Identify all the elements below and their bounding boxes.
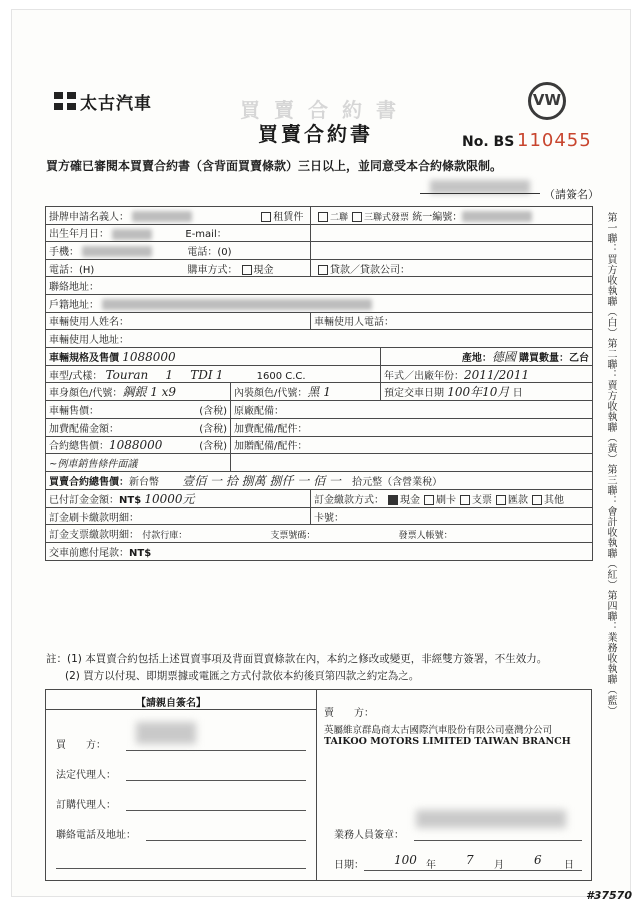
contract-no-label: No. BS — [462, 134, 515, 150]
notice-text: 買方確已審閱本買賣合約書（含背面買賣條款）三日以上，並同意受本合約條款限制。 — [46, 159, 503, 173]
signature-line — [420, 193, 540, 194]
buyer-label: 買 方： — [56, 740, 106, 751]
redacted-name — [132, 211, 192, 222]
row-register-address: 戶籍地址： — [46, 294, 593, 312]
brand-name: 太古汽車 — [80, 94, 152, 114]
signature-divider — [316, 690, 317, 880]
date-month: 7 — [466, 853, 474, 867]
note-1: 註：(1) 本買賣合約包括上述買賣事項及背面買賣條款在內，本約之修改或變更，非經雙方簽署，不生效力。 — [46, 653, 548, 665]
vw-logo-icon: VW — [528, 82, 566, 120]
serial-mark: #37570 — [586, 889, 632, 902]
contract-no-number: 110455 — [517, 130, 592, 151]
seller-label: 賣 方： — [324, 708, 374, 719]
signature-note: （請簽名） — [544, 188, 599, 201]
lease-checkbox[interactable] — [261, 212, 271, 222]
sales-signature-label: 業務人員簽章： — [334, 830, 404, 841]
redacted-buyer-signature — [136, 722, 196, 744]
row-vehicle-price: 車輛售價： (含稅) 原廠配備： — [46, 401, 593, 419]
tax-id-label: 統一編號： — [412, 211, 463, 223]
triplicate-invoice-checkbox[interactable] — [352, 212, 362, 222]
taikoo-logo-icon — [54, 92, 76, 110]
deposit-cash-checkbox[interactable] — [388, 495, 398, 505]
cash-purchase-checkbox[interactable] — [242, 265, 252, 275]
buyer-heading: 【請親自簽名】 — [136, 698, 206, 709]
row-user: 車輛使用人姓名： 車輛使用人電話： — [46, 312, 593, 330]
row-mobile: 手機： 電話：(0) — [46, 242, 593, 260]
contact-label: 聯絡電話及地址： — [56, 830, 136, 841]
ghost-title: 買賣合約書 — [240, 98, 410, 122]
row-handwritten-note: ~例車銷售條件面議 — [46, 454, 593, 472]
deposit-other-checkbox[interactable] — [532, 495, 542, 505]
date-label: 日期： — [334, 860, 364, 871]
row-contract-total: 合約總售價：1088000 (含稅) 加贈配備/配件： — [46, 436, 593, 454]
row-user-address: 車輛使用人地址： — [46, 330, 593, 348]
row-contact-address: 聯絡地址： — [46, 277, 593, 295]
email-label: E-mail： — [185, 229, 227, 241]
date-year: 100 — [394, 853, 417, 867]
row-model: 車型/式樣： Touran 1 TDI 1 1600 C.C. 年式／出廠年份：2011/2011 — [46, 365, 593, 383]
row-check-detail: 訂金支票繳款明細： 付款行庫： 支票號碼： 發票人帳號： — [46, 525, 593, 543]
row-phone-h: 電話：(H) 購車方式： 現金 貸款／貸款公司： — [46, 259, 593, 277]
date-day: 6 — [534, 853, 542, 867]
row-balance: 交車前應付尾款：NT$ — [46, 542, 593, 560]
copy-designation-side-text: 第一聯：買方收執聯（白）第二聯：賣方收執聯（黃）第三聯：會計收執聯（紅）第四聯：業務收執聯（藍） — [605, 212, 616, 716]
row-card-detail: 訂金刷卡繳款明細： 卡號： — [46, 507, 593, 525]
applicant-label: 掛牌申請名義人： — [49, 211, 129, 223]
note-2: (2) 買方以付現、即期票據或電匯之方式付款依本約後頁第四款之約定為之。 — [65, 670, 420, 682]
duplicate-invoice-checkbox[interactable] — [318, 212, 328, 222]
deposit-card-checkbox[interactable] — [424, 495, 434, 505]
row-applicant: 掛牌申請名義人： 租賃件 二聯 三聯式發票 統一編號： — [46, 207, 593, 225]
contract-form — [45, 206, 593, 561]
row-color: 車身顏色/代號：鋼銀 1 x9 內裝顏色/代號：黑 1 預定交車日期 100年10月 日 — [46, 383, 593, 401]
seller-name-en: TAIKOO MOTORS LIMITED TAIWAN BRANCH — [324, 736, 571, 747]
row-accessory-total: 加費配備金額： (含稅) 加費配備/配件： — [46, 418, 593, 436]
agent-label: 訂購代理人： — [56, 800, 116, 811]
signature-box: 【請親自簽名】 買 方： 法定代理人： 訂購代理人： 聯絡電話及地址： 賣 方： 英屬維京群島商太古國際汽車股份有限公司臺灣分公司 TAIKOO MOTORS LIMITED TAIWAN BRANCH 業務人員簽章： 日期： 100 年 7 月 6 日 — [45, 689, 592, 881]
deposit-check-checkbox[interactable] — [460, 495, 470, 505]
seller-name-cn: 英屬維京群島商太古國際汽車股份有限公司臺灣分公司 — [324, 725, 553, 736]
loan-checkbox[interactable] — [318, 265, 328, 275]
page-title: 買賣合約書 — [258, 122, 373, 146]
notes — [46, 651, 547, 685]
row-spec: 車輛規格及售價 1088000 產地：德國 購買數量：乙台 — [46, 347, 593, 365]
row-birth: 出生年月日： E-mail： — [46, 224, 593, 242]
row-grand-total: 買賣合約總售價：新台幣 壹佰 一 拾 捌萬 捌仟 一 佰 一 拾元整（含營業稅） — [46, 471, 593, 489]
row-deposit: 已付訂金金額：NT$ 10000元 訂金繳款方式： 現金 刷卡 支票 匯款 其他 — [46, 489, 593, 507]
redacted-signature — [430, 180, 530, 194]
redacted-sales-signature — [416, 810, 566, 828]
deposit-transfer-checkbox[interactable] — [496, 495, 506, 505]
legal-rep-label: 法定代理人： — [56, 770, 116, 781]
